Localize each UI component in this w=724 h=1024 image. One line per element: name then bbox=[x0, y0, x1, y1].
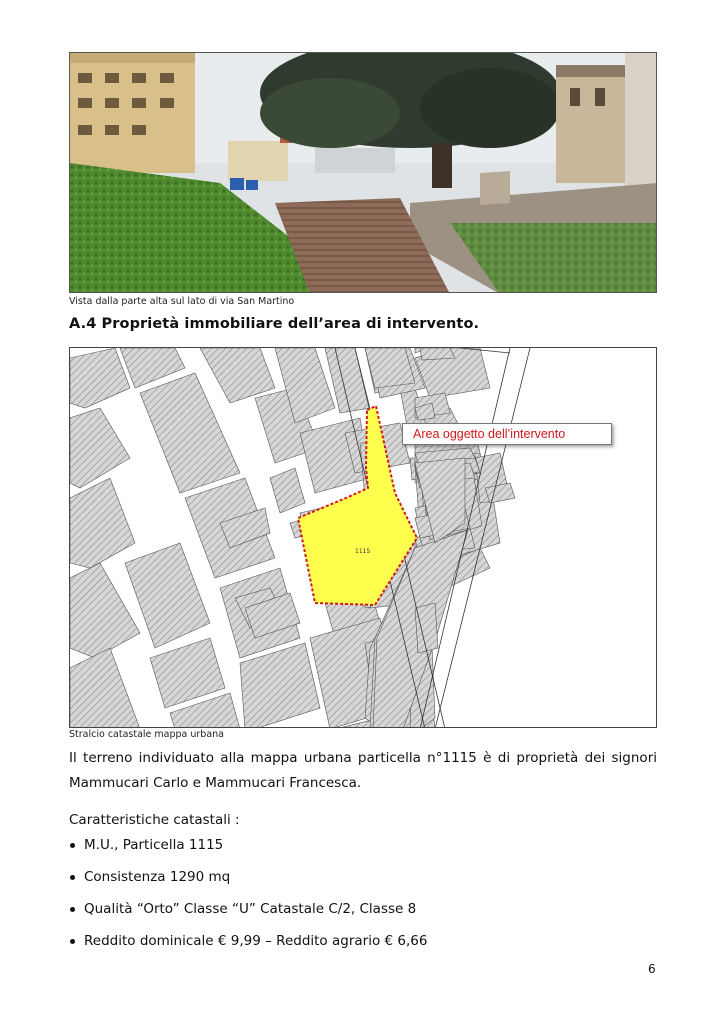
site-photo-illustration bbox=[70, 53, 657, 293]
cadastral-map bbox=[69, 347, 657, 728]
ownership-paragraph: Il terreno individuato alla mappa urbana particella n°1115 è di proprietà dei signori Mammucari Carlo e Mammucari Francesca. bbox=[69, 750, 657, 791]
cadastral-map-drawing bbox=[70, 348, 657, 728]
section-title: A.4 Proprietà immobiliare dell’area di intervento. bbox=[69, 316, 480, 332]
map-caption: Stralcio catastale mappa urbana bbox=[69, 729, 225, 740]
features-heading: Caratteristiche catastali : bbox=[69, 812, 240, 828]
list-item: Reddito dominicale € 9,99 – Reddito agrario € 6,66 bbox=[69, 930, 427, 962]
site-photo bbox=[69, 52, 657, 293]
list-item: Consistenza 1290 mq bbox=[69, 866, 427, 898]
list-item: M.U., Particella 1115 bbox=[69, 834, 427, 866]
features-list bbox=[69, 834, 427, 962]
page-number: 6 bbox=[648, 962, 656, 976]
list-item: Qualità “Orto” Classe “U” Catastale C/2, Classe 8 bbox=[69, 898, 427, 930]
area-label: Area oggetto dell’intervento bbox=[402, 423, 612, 445]
parcel-number: 1115 bbox=[355, 548, 371, 555]
photo-caption: Vista dalla parte alta sul lato di via San Martino bbox=[69, 296, 295, 307]
